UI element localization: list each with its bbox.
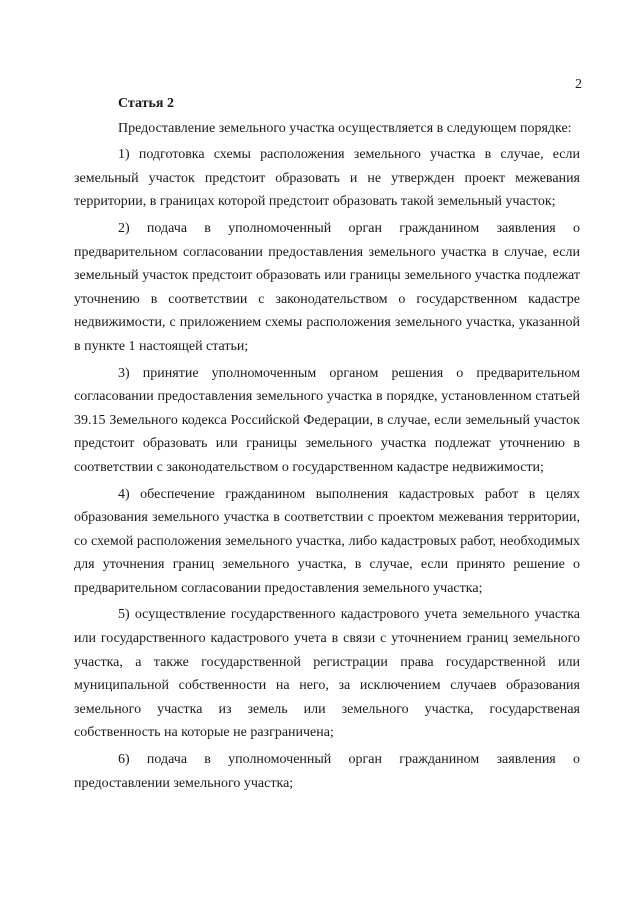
page-number: 2 [575, 77, 582, 92]
article-item-1: 1) подготовка схемы расположения земельного участка в случае, если земельный участок предстоит образовать и не утвержден проект межевания территории, в границах которой предстоит образовать такой земельный участок; [74, 147, 580, 210]
article-item-6: 6) подача в уполномоченный орган гражданином заявления о предоставлении земельного участка; [74, 752, 580, 791]
article-body [74, 92, 580, 798]
article-item-2: 2) подача в уполномоченный орган гражданином заявления о предварительном согласовании предоставления земельного участка в случае, если земельный участок предстоит образовать или границы земельного участка подлежат уточнению в соответствии с законодательством о государственном кадастре недвижимости, с приложением схемы расположения земельного участка, указанной в пункте 1 настоящей статьи; [74, 220, 580, 354]
article-heading: Статья 2 [118, 96, 174, 111]
article-item-3: 3) принятие уполномоченным органом решения о предварительном согласовании предоставления земельного участка в порядке, установленном статьей 39.15 Земельного кодекса Российской Федерации, в случае, если земельный участок предстоит образовать или границы земельного участка подлежат уточнению в соответствии с законодательством о государственном кадастре недвижимости; [74, 365, 580, 475]
article-intro-paragraph: Предоставление земельного участка осуществляется в следующем порядке: [118, 120, 572, 136]
article-item-4: 4) обеспечение гражданином выполнения кадастровых работ в целях образования земельного участка в соответствии с проектом межевания территории, со схемой расположения земельного участка, либо кадастровых работ, необходимых для уточнения границ земельного участка, в случае, если принято решение о предварительном согласовании предоставления земельного участка; [74, 486, 580, 596]
article-item-5: 5) осуществление государственного кадастрового учета земельного участка или государственного кадастрового учета в связи с уточнением границ земельного участка, а также государственной регистрации права государственной или муниципальной собственности на него, за исключением случаев образования земельного участка из земель или земельного участка, государственая собственность на которые не разграничена; [74, 607, 580, 741]
